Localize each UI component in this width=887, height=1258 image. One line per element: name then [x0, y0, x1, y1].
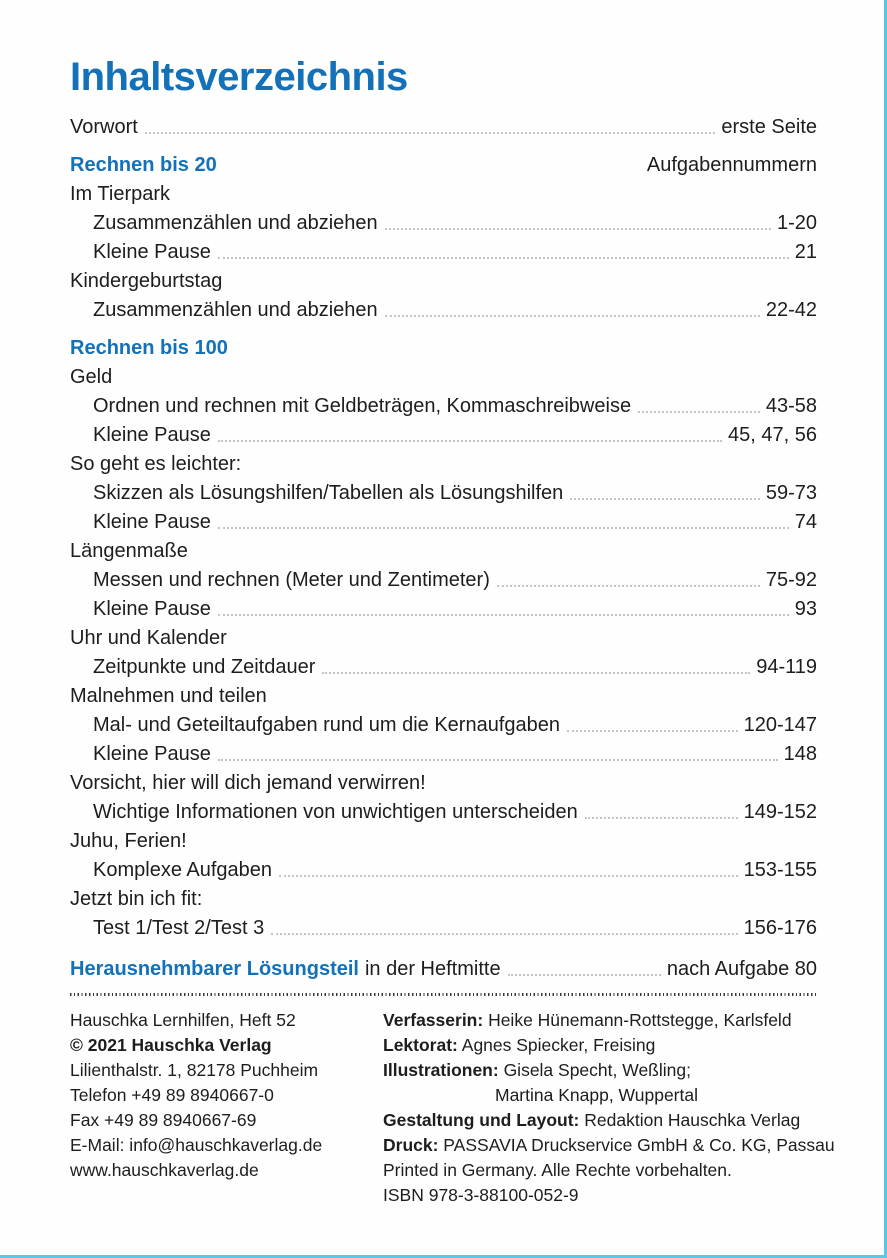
toc-row-entry: [70, 914, 817, 943]
toc-row-entry: [70, 238, 817, 267]
toc-row-entry: [70, 566, 817, 595]
imprint-value: Redaktion Hauschka Verlag: [579, 1110, 801, 1130]
toc-row-entry: [70, 296, 817, 325]
imprint-value: PASSAVIA Druckservice GmbH & Co. KG, Passau: [438, 1135, 835, 1155]
page-title: Inhaltsverzeichnis: [70, 55, 408, 99]
toc-ref: 21: [794, 241, 817, 263]
toc-label: Skizzen als Lösungshilfen/Tabellen als Lösungshilfen: [93, 482, 564, 504]
imprint: [70, 1008, 835, 1208]
toc-label: Wichtige Informationen von unwichtigen unterscheiden: [93, 801, 578, 823]
dot-leader: [385, 228, 771, 230]
imprint-line: E-Mail: info@hauschkaverlag.de: [70, 1135, 323, 1155]
toc-row-entry: [70, 653, 817, 682]
toc-label: Im Tierpark: [70, 183, 171, 205]
dot-leader: [585, 817, 738, 819]
toc-row-chapter: [70, 537, 817, 566]
imprint-value: Heike Hünemann-Rottstegge, Karlsfeld: [483, 1010, 792, 1030]
toc-row-chapter: [70, 450, 817, 479]
toc-row-entry: [70, 508, 817, 537]
dot-leader: [218, 614, 789, 616]
dotted-divider: [70, 993, 817, 996]
toc-row-entry: [70, 479, 817, 508]
toc-ref: 149-152: [743, 801, 817, 823]
toc-row-loesungsteil: [70, 955, 817, 984]
toc-row-entry: [70, 740, 817, 769]
toc-row-entry: [70, 856, 817, 885]
imprint-label: Verfasserin:: [383, 1010, 484, 1030]
toc-row-chapter: [70, 180, 817, 209]
toc-row-chapter: [70, 682, 817, 711]
imprint-line: [383, 1108, 835, 1133]
toc-label: Jetzt bin ich fit:: [70, 888, 203, 910]
toc-row-chapter: [70, 769, 817, 798]
dot-leader: [279, 875, 738, 877]
toc-ref: 94-119: [756, 656, 817, 678]
imprint-label: Lektorat:: [383, 1035, 458, 1055]
toc-ref: 156-176: [743, 917, 817, 939]
imprint-line: [383, 1183, 835, 1208]
imprint-label: Druck:: [383, 1135, 439, 1155]
toc-row-chapter: [70, 363, 817, 392]
toc-label: Kleine Pause: [93, 424, 211, 446]
toc-ref: 1-20: [776, 212, 817, 234]
toc-section-title: Rechnen bis 100: [70, 337, 228, 359]
toc-label: Uhr und Kalender: [70, 627, 227, 649]
toc-label: Zusammenzählen und abziehen: [93, 212, 378, 234]
toc-section-title: Rechnen bis 20: [70, 154, 217, 176]
toc-label: Mal- und Geteiltaufgaben rund um die Kernaufgaben: [93, 714, 560, 736]
toc-row-entry: [70, 209, 817, 238]
toc-ref: 75-92: [765, 569, 817, 591]
imprint-line: Lilienthalstr. 1, 82178 Puchheim: [70, 1060, 319, 1080]
toc-ref: 93: [794, 598, 817, 620]
dot-leader: [271, 933, 737, 935]
toc-ref: 45, 47, 56: [728, 424, 817, 446]
toc-label: Messen und rechnen (Meter und Zentimeter): [93, 569, 490, 591]
toc-row-entry: [70, 421, 817, 450]
page-content: [70, 0, 835, 1208]
dot-leader: [322, 672, 750, 674]
dot-leader: [570, 498, 760, 500]
dot-leader: [497, 585, 760, 587]
dot-leader: [385, 315, 760, 317]
imprint-value: Agnes Spiecker, Freising: [457, 1035, 656, 1055]
dot-leader: [145, 132, 716, 134]
toc-label: Ordnen und rechnen mit Geldbeträgen, Kommaschreibweise: [93, 395, 632, 417]
loesungsteil-text: in der Heftmitte: [364, 958, 501, 980]
dot-leader: [567, 730, 738, 732]
toc-label: Kleine Pause: [93, 511, 211, 533]
imprint-line: www.hauschkaverlag.de: [70, 1160, 259, 1180]
toc-ref: 74: [794, 511, 817, 533]
toc-ref: 22-42: [765, 299, 817, 321]
toc-ref: 153-155: [743, 859, 817, 881]
dot-leader: [218, 440, 722, 442]
toc-label: Zeitpunkte und Zeitdauer: [93, 656, 316, 678]
toc-row-preface: [70, 113, 817, 142]
toc-label: Test 1/Test 2/Test 3: [93, 917, 265, 939]
toc-label: Kleine Pause: [93, 598, 211, 620]
toc-row-entry: [70, 711, 817, 740]
toc-label: Kindergeburtstag: [70, 270, 223, 292]
toc-label: Vorsicht, hier will dich jemand verwirren!: [70, 772, 426, 794]
imprint-line: [383, 1008, 835, 1033]
toc-label: Kleine Pause: [93, 743, 211, 765]
imprint-value: Martina Knapp, Wuppertal: [495, 1085, 698, 1105]
toc-row-chapter: [70, 885, 817, 914]
toc-row-entry: [70, 392, 817, 421]
toc-ref: 148: [783, 743, 817, 765]
toc-label: Komplexe Aufgaben: [93, 859, 273, 881]
toc-section-heading: [70, 334, 817, 363]
toc-row-entry: [70, 595, 817, 624]
toc-label: Längenmaße: [70, 540, 188, 562]
toc-label: Kleine Pause: [93, 241, 211, 263]
toc-label: Zusammenzählen und abziehen: [93, 299, 378, 321]
toc-row-entry: [70, 798, 817, 827]
toc-label: So geht es leichter:: [70, 453, 242, 475]
toc-section-right: Aufgabennummern: [646, 154, 817, 176]
imprint-label: Illustrationen:: [383, 1060, 499, 1080]
loesungsteil-title: Herausnehmbarer Lösungsteil: [70, 958, 359, 980]
imprint-line: [383, 1133, 835, 1158]
imprint-value: Gisela Specht, Weßling;: [498, 1060, 691, 1080]
toc-section-heading: [70, 151, 817, 180]
imprint-line: Telefon +49 89 8940667-0: [70, 1085, 274, 1105]
imprint-line: [383, 1158, 835, 1183]
imprint-value: Printed in Germany. Alle Rechte vorbehalten.: [383, 1160, 732, 1180]
imprint-value: ISBN 978-3-88100-052-9: [383, 1185, 579, 1205]
dot-leader: [218, 527, 789, 529]
toc-label: Vorwort: [70, 116, 138, 138]
imprint-line: [383, 1083, 835, 1108]
imprint-line: Fax +49 89 8940667-69: [70, 1110, 257, 1130]
dot-leader: [218, 257, 789, 259]
imprint-label: Gestaltung und Layout:: [383, 1110, 580, 1130]
imprint-right-column: [383, 1008, 835, 1208]
toc-ref: 59-73: [765, 482, 817, 504]
toc-label: Malnehmen und teilen: [70, 685, 267, 707]
imprint-left-column: [70, 1008, 383, 1208]
toc-ref: 120-147: [743, 714, 817, 736]
toc-ref: erste Seite: [721, 116, 817, 138]
imprint-line: [383, 1058, 835, 1083]
imprint-line: [383, 1033, 835, 1058]
dot-leader: [508, 974, 661, 976]
toc-label: Juhu, Ferien!: [70, 830, 187, 852]
dot-leader: [638, 411, 760, 413]
toc-row-chapter: [70, 267, 817, 296]
toc-row-chapter: [70, 827, 817, 856]
toc-row-chapter: [70, 624, 817, 653]
toc-label: Geld: [70, 366, 113, 388]
imprint-line: Hauschka Lernhilfen, Heft 52: [70, 1010, 296, 1030]
imprint-line: © 2021 Hauschka Verlag: [70, 1035, 272, 1055]
toc-ref: 43-58: [765, 395, 817, 417]
loesungsteil-ref: nach Aufgabe 80: [666, 958, 817, 980]
dot-leader: [218, 759, 778, 761]
